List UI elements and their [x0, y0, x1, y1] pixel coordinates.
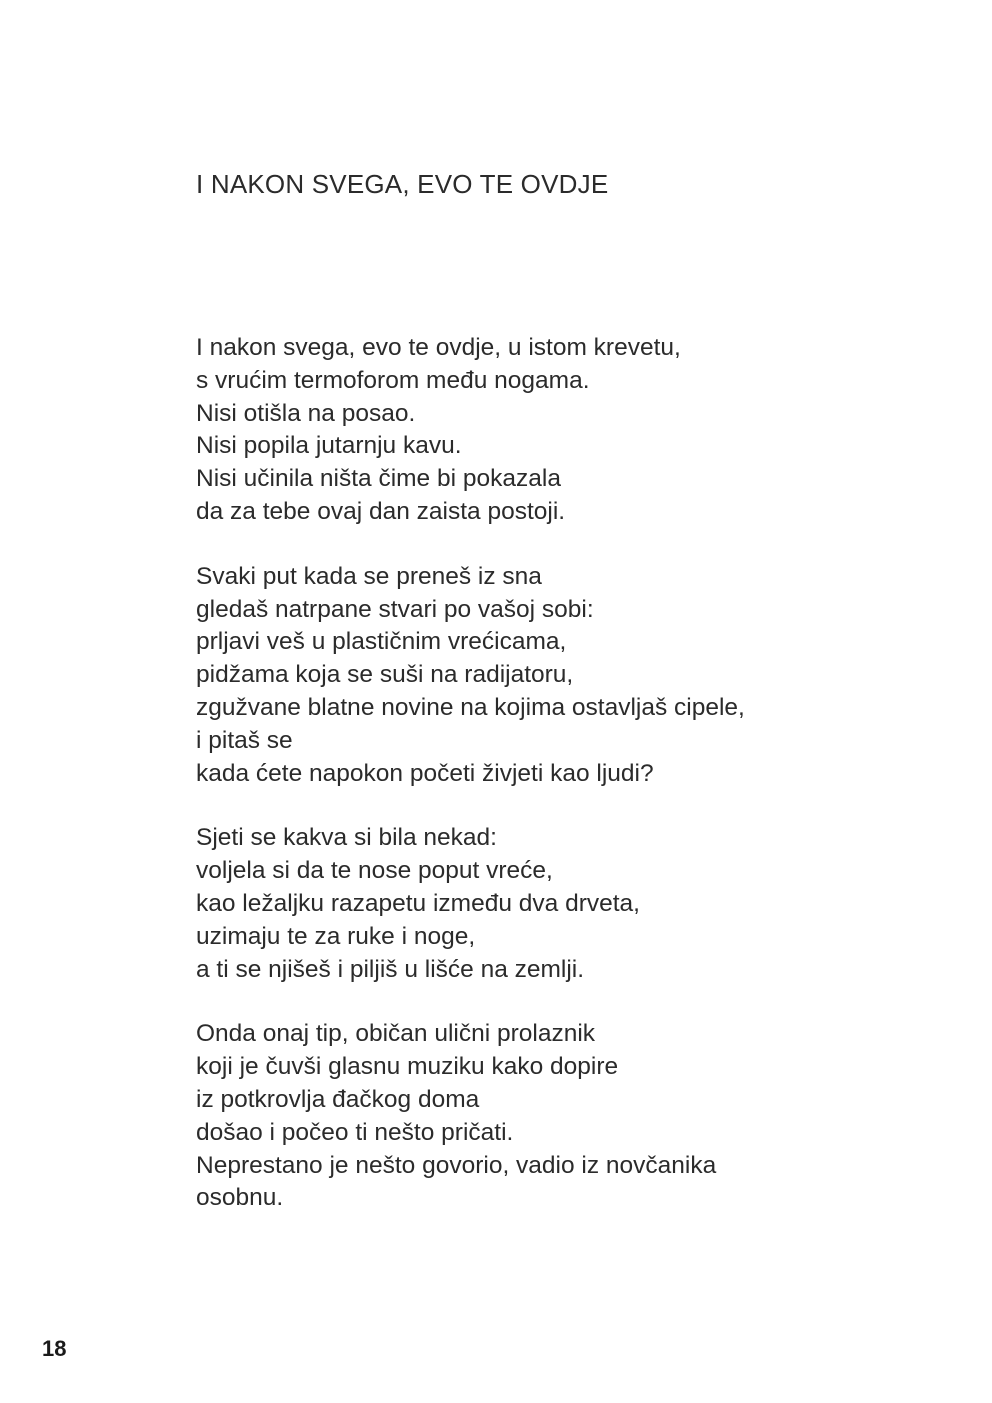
poem-title: I NAKON SVEGA, EVO TE OVDJE — [196, 169, 609, 199]
stanza — [196, 1018, 936, 1215]
poem-line: gledaš natrpane stvari po vašoj sobi: — [196, 595, 594, 623]
poem-line: osobnu. — [196, 1184, 284, 1212]
poem-body — [196, 332, 936, 1247]
poem-line: pidžama koja se suši na radijatoru, — [196, 661, 574, 689]
poem-line: da za tebe ovaj dan zaista postoji. — [196, 497, 566, 525]
poem-line: došao i počeo ti nešto pričati. — [196, 1118, 514, 1146]
page-number: 18 — [42, 1336, 67, 1361]
poem-line: uzimaju te za ruke i noge, — [196, 922, 476, 950]
poem-line: i pitaš se — [196, 726, 293, 754]
poem-line: I nakon svega, evo te ovdje, u istom krevetu, — [196, 334, 681, 361]
poem-line: Nisi popila jutarnju kavu. — [196, 432, 462, 460]
poem-line: Onda onaj tip, običan ulični prolaznik — [196, 1020, 596, 1048]
stanza — [196, 332, 936, 529]
poem-line: Nisi učinila ništa čime bi pokazala — [196, 465, 561, 493]
stanza — [196, 822, 936, 986]
poem-line: iz potkrovlja đačkog doma — [196, 1085, 480, 1113]
poem-line: prljavi veš u plastičnim vrećicama, — [196, 628, 567, 656]
poem-line: kada ćete napokon početi živjeti kao ljudi? — [196, 759, 654, 787]
poem-line: Neprestano je nešto govorio, vadio iz novčanika — [196, 1151, 717, 1179]
poem-line: Sjeti se kakva si bila nekad: — [196, 824, 497, 852]
poem-line: kao ležaljku razapetu između dva drveta, — [196, 889, 640, 917]
stanza — [196, 561, 936, 791]
poem-line: Svaki put kada se preneš iz sna — [196, 562, 542, 590]
poem-line: voljela si da te nose poput vreće, — [196, 857, 553, 885]
poem-line: koji je čuvši glasnu muziku kako dopire — [196, 1053, 619, 1081]
poem-line: a ti se njišeš i piljiš u lišće na zemlji. — [196, 955, 585, 983]
poem-line: zgužvane blatne novine na kojima ostavljaš cipele, — [196, 693, 745, 721]
poem-line: s vrućim termoforom među nogama. — [196, 366, 590, 394]
poem-line: Nisi otišla na posao. — [196, 399, 416, 427]
